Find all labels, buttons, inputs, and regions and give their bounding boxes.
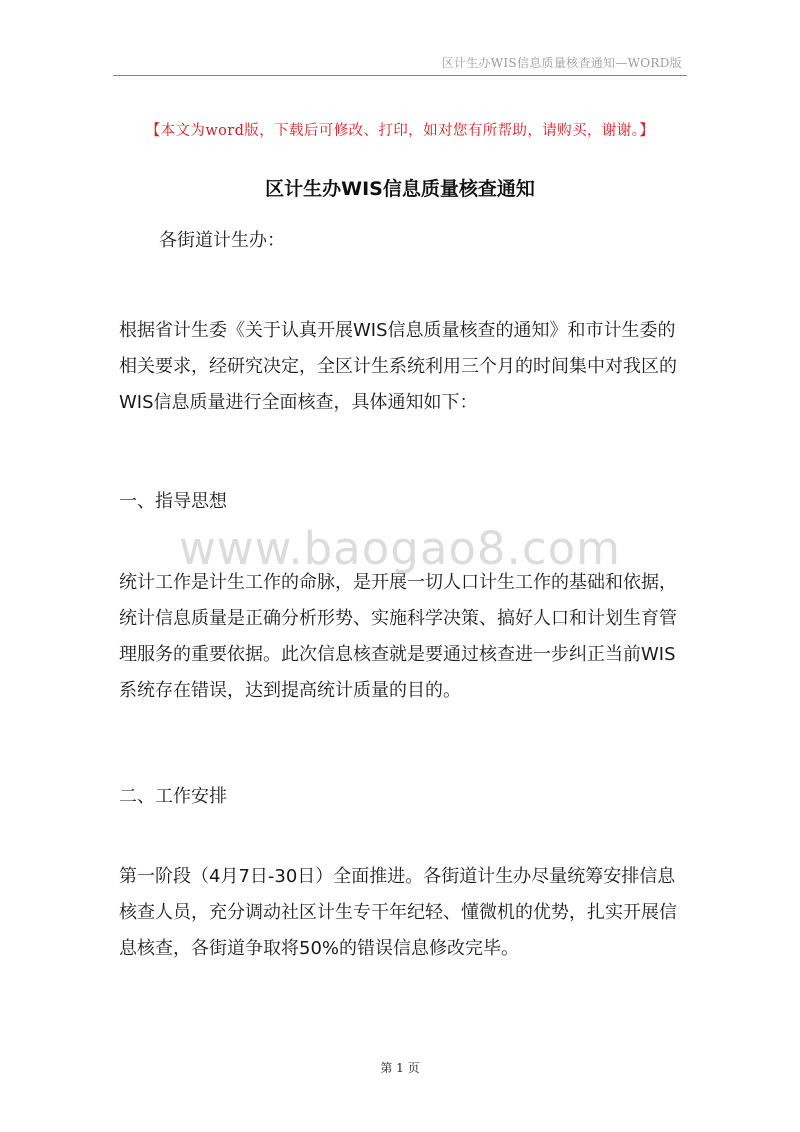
watermark: www.baogao8.com <box>179 522 621 575</box>
document-title: 区计生办WIS信息质量核查通知 <box>265 178 535 200</box>
running-title: 区计生办WIS信息质量核查通知—WORD版 <box>441 56 682 70</box>
page-number: 第 1 页 <box>380 1061 420 1075</box>
section-heading-work-arrangement: 二、工作安排 <box>119 786 227 807</box>
paragraph-phase-one: 第一阶段（4月7日-30日）全面推进。各街道计生办尽量统筹安排信息核查人员，充分调动社区计生专干年纪轻、懂微机的优势，扎实开展信息核查，各街道争取将50%的错误信息修改完毕。 <box>119 866 677 959</box>
salutation: 各街道计生办： <box>159 230 285 251</box>
paragraph-intro: 根据省计生委《关于认真开展WIS信息质量核查的通知》和市计生委的相关要求，经研究决定，全区计生系统利用三个月的时间集中对我区的WIS信息质量进行全面核查，具体通知如下： <box>119 320 677 413</box>
purchase-notice: 【本文为word版，下载后可修改、打印，如对您有所帮助，请购买，谢谢。】 <box>145 123 655 139</box>
section-heading-guiding-ideology: 一、指导思想 <box>119 491 227 512</box>
header-divider <box>113 75 687 76</box>
paragraph-guiding-ideology: 统计工作是计生工作的命脉，是开展一切人口计生工作的基础和依据，统计信息质量是正确分析形势、实施科学决策、搞好人口和计划生育管理服务的重要依据。此次信息核查就是要通过核查进一步纠正当前WIS系统存在错误，达到提高统计质量的目的。 <box>119 572 677 701</box>
